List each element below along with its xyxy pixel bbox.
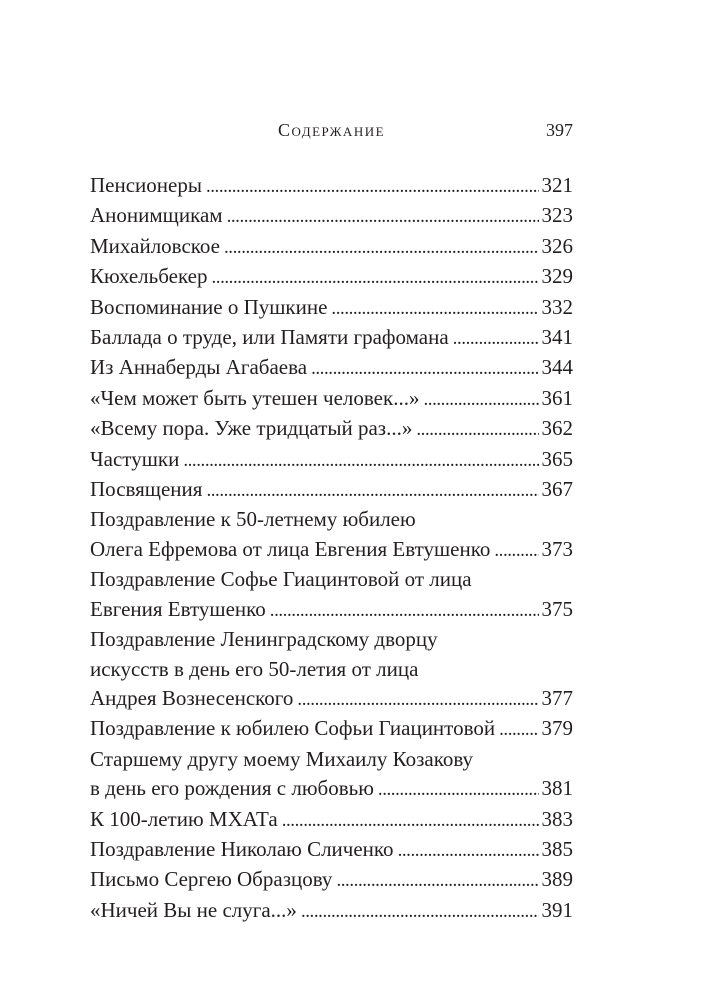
toc-entry-last-line <box>90 353 573 383</box>
toc-entry-title-line: «Ничей Вы не слуга...» <box>90 897 297 922</box>
toc-entry-last-line <box>90 475 573 505</box>
toc-entry-title-line: Пенсионеры <box>90 173 202 197</box>
running-title: Содержание <box>277 120 386 140</box>
toc-entry <box>90 835 573 865</box>
toc-entry-page-number: 391 <box>541 897 573 922</box>
toc-entry-title-line: искусств в день его 50-летия от лица <box>90 656 419 681</box>
dot-leader <box>378 775 539 804</box>
dot-leader <box>416 415 538 444</box>
toc-entry <box>90 745 573 805</box>
running-head <box>90 118 573 142</box>
toc-entry-title-line: Евгения Евтушенко <box>90 596 266 621</box>
toc-entry-last-line <box>90 384 573 414</box>
toc-entry-title-line: Поздравление Софье Гиацинтовой от лица <box>90 567 472 592</box>
toc-entry-title-line: Из Аннаберды Агабаева <box>90 355 308 380</box>
toc-entry-last-line <box>90 232 573 262</box>
toc-entry <box>90 505 573 565</box>
toc-entry <box>90 323 573 353</box>
dot-leader <box>301 897 539 926</box>
toc-entry-title-line: Воспоминание о Пушкине <box>90 294 328 319</box>
toc-entry <box>90 625 573 714</box>
toc-entry <box>90 384 573 414</box>
toc-entry-title-line: «Чем может быть утешен человек...» <box>90 385 420 410</box>
toc-entry-page-number: 375 <box>541 596 573 621</box>
toc-entry-page-number: 326 <box>541 233 573 258</box>
toc-entry-title-line: Олега Ефремова от лица Евгения Евтушенко <box>90 536 491 561</box>
toc-entry <box>90 262 573 292</box>
toc-entry-title-line: Поздравление к юбилею Софьи Гиацинтовой <box>90 716 496 741</box>
toc-entry <box>90 565 573 625</box>
toc-entry <box>90 414 573 444</box>
toc-entry-page-number: 383 <box>541 806 573 831</box>
table-of-contents <box>90 171 573 926</box>
dot-leader <box>499 715 538 744</box>
toc-entry-last-line <box>90 865 573 895</box>
toc-entry-page-number: 365 <box>541 446 573 471</box>
toc-entry-title-line: Михайловское <box>90 233 220 258</box>
toc-entry <box>90 896 573 926</box>
toc-entry-title-line: Поздравление Николаю Сличенко <box>90 836 394 861</box>
dot-leader <box>398 836 539 865</box>
dot-leader <box>282 806 539 835</box>
toc-entry-last-line <box>90 896 573 926</box>
toc-entry-page-number: 377 <box>541 685 573 710</box>
toc-entry <box>90 714 573 744</box>
dot-leader <box>211 263 538 292</box>
toc-entry-page-number: 321 <box>541 173 573 197</box>
toc-entry-title-line: Поздравление к 50-летнему юбилею <box>90 507 416 532</box>
toc-entry-last-line <box>90 262 573 292</box>
toc-entry-last-line <box>90 323 573 353</box>
toc-entry-title-line: Анонимщикам <box>90 203 223 228</box>
toc-entry-last-line <box>90 684 573 714</box>
toc-entry-title-line: Письмо Сергею Образцову <box>90 867 333 892</box>
toc-entry-page-number: 329 <box>541 264 573 289</box>
toc-entry-page-number: 341 <box>541 325 573 350</box>
toc-entry <box>90 353 573 383</box>
dot-leader <box>206 476 538 505</box>
toc-entry-title-line: Баллада о труде, или Памяти графомана <box>90 325 449 350</box>
toc-entry-last-line <box>90 293 573 323</box>
toc-entry-title-line: К 100-летию МХАТа <box>90 806 278 831</box>
toc-entry <box>90 293 573 323</box>
toc-entry <box>90 232 573 262</box>
toc-entry-last-line <box>90 414 573 444</box>
toc-entry-title-line: Поздравление Ленинградскому дворцу <box>90 627 438 652</box>
toc-entry-title-line: Старшему другу моему Михаилу Козакову <box>90 746 474 771</box>
dot-leader <box>297 685 538 714</box>
dot-leader <box>494 536 538 565</box>
toc-entry <box>90 445 573 475</box>
toc-entry-title-line: Андрея Вознесенского <box>90 685 294 710</box>
toc-entry-page-number: 373 <box>541 536 573 561</box>
dot-leader <box>206 172 539 201</box>
dot-leader <box>311 354 538 383</box>
toc-entry-last-line <box>90 171 573 201</box>
dot-leader <box>183 446 538 475</box>
dot-leader <box>224 233 539 262</box>
toc-entry-page-number: 381 <box>541 776 573 801</box>
toc-entry <box>90 805 573 835</box>
toc-entry-title-line: Посвящения <box>90 477 203 502</box>
toc-entry-title-line: «Всему пора. Уже тридцатый раз...» <box>90 416 413 441</box>
toc-entry-title-line: Кюхельбекер <box>90 264 208 289</box>
toc-entry-last-line <box>90 201 573 231</box>
dot-leader <box>270 596 539 625</box>
toc-entry-last-line <box>90 714 573 744</box>
toc-entry-last-line <box>90 835 573 865</box>
toc-entry-last-line <box>90 445 573 475</box>
toc-entry-page-number: 361 <box>541 385 573 410</box>
toc-entry-page-number: 367 <box>541 477 573 502</box>
dot-leader <box>331 294 538 323</box>
toc-entry <box>90 865 573 895</box>
toc-entry-title-line: в день его рождения с любовью <box>90 776 374 801</box>
toc-entry-page-number: 332 <box>541 294 573 319</box>
page-number: 397 <box>546 120 573 140</box>
toc-entry-page-number: 385 <box>541 836 573 861</box>
dot-leader <box>423 385 538 414</box>
dot-leader <box>453 324 539 353</box>
toc-entry-last-line <box>90 774 573 804</box>
toc-entry-page-number: 389 <box>541 867 573 892</box>
toc-entry-last-line <box>90 595 573 625</box>
toc-entry-title-line: Частушки <box>90 446 180 471</box>
toc-entry-page-number: 362 <box>541 416 573 441</box>
toc-entry-last-line <box>90 535 573 565</box>
toc-entry <box>90 475 573 505</box>
toc-entry-last-line <box>90 805 573 835</box>
toc-entry-page-number: 323 <box>541 203 573 228</box>
toc-entry-page-number: 379 <box>541 716 573 741</box>
dot-leader <box>227 202 539 231</box>
toc-entry-page-number: 344 <box>541 355 573 380</box>
toc-entry <box>90 201 573 231</box>
toc-entry <box>90 171 573 201</box>
dot-leader <box>336 866 538 895</box>
